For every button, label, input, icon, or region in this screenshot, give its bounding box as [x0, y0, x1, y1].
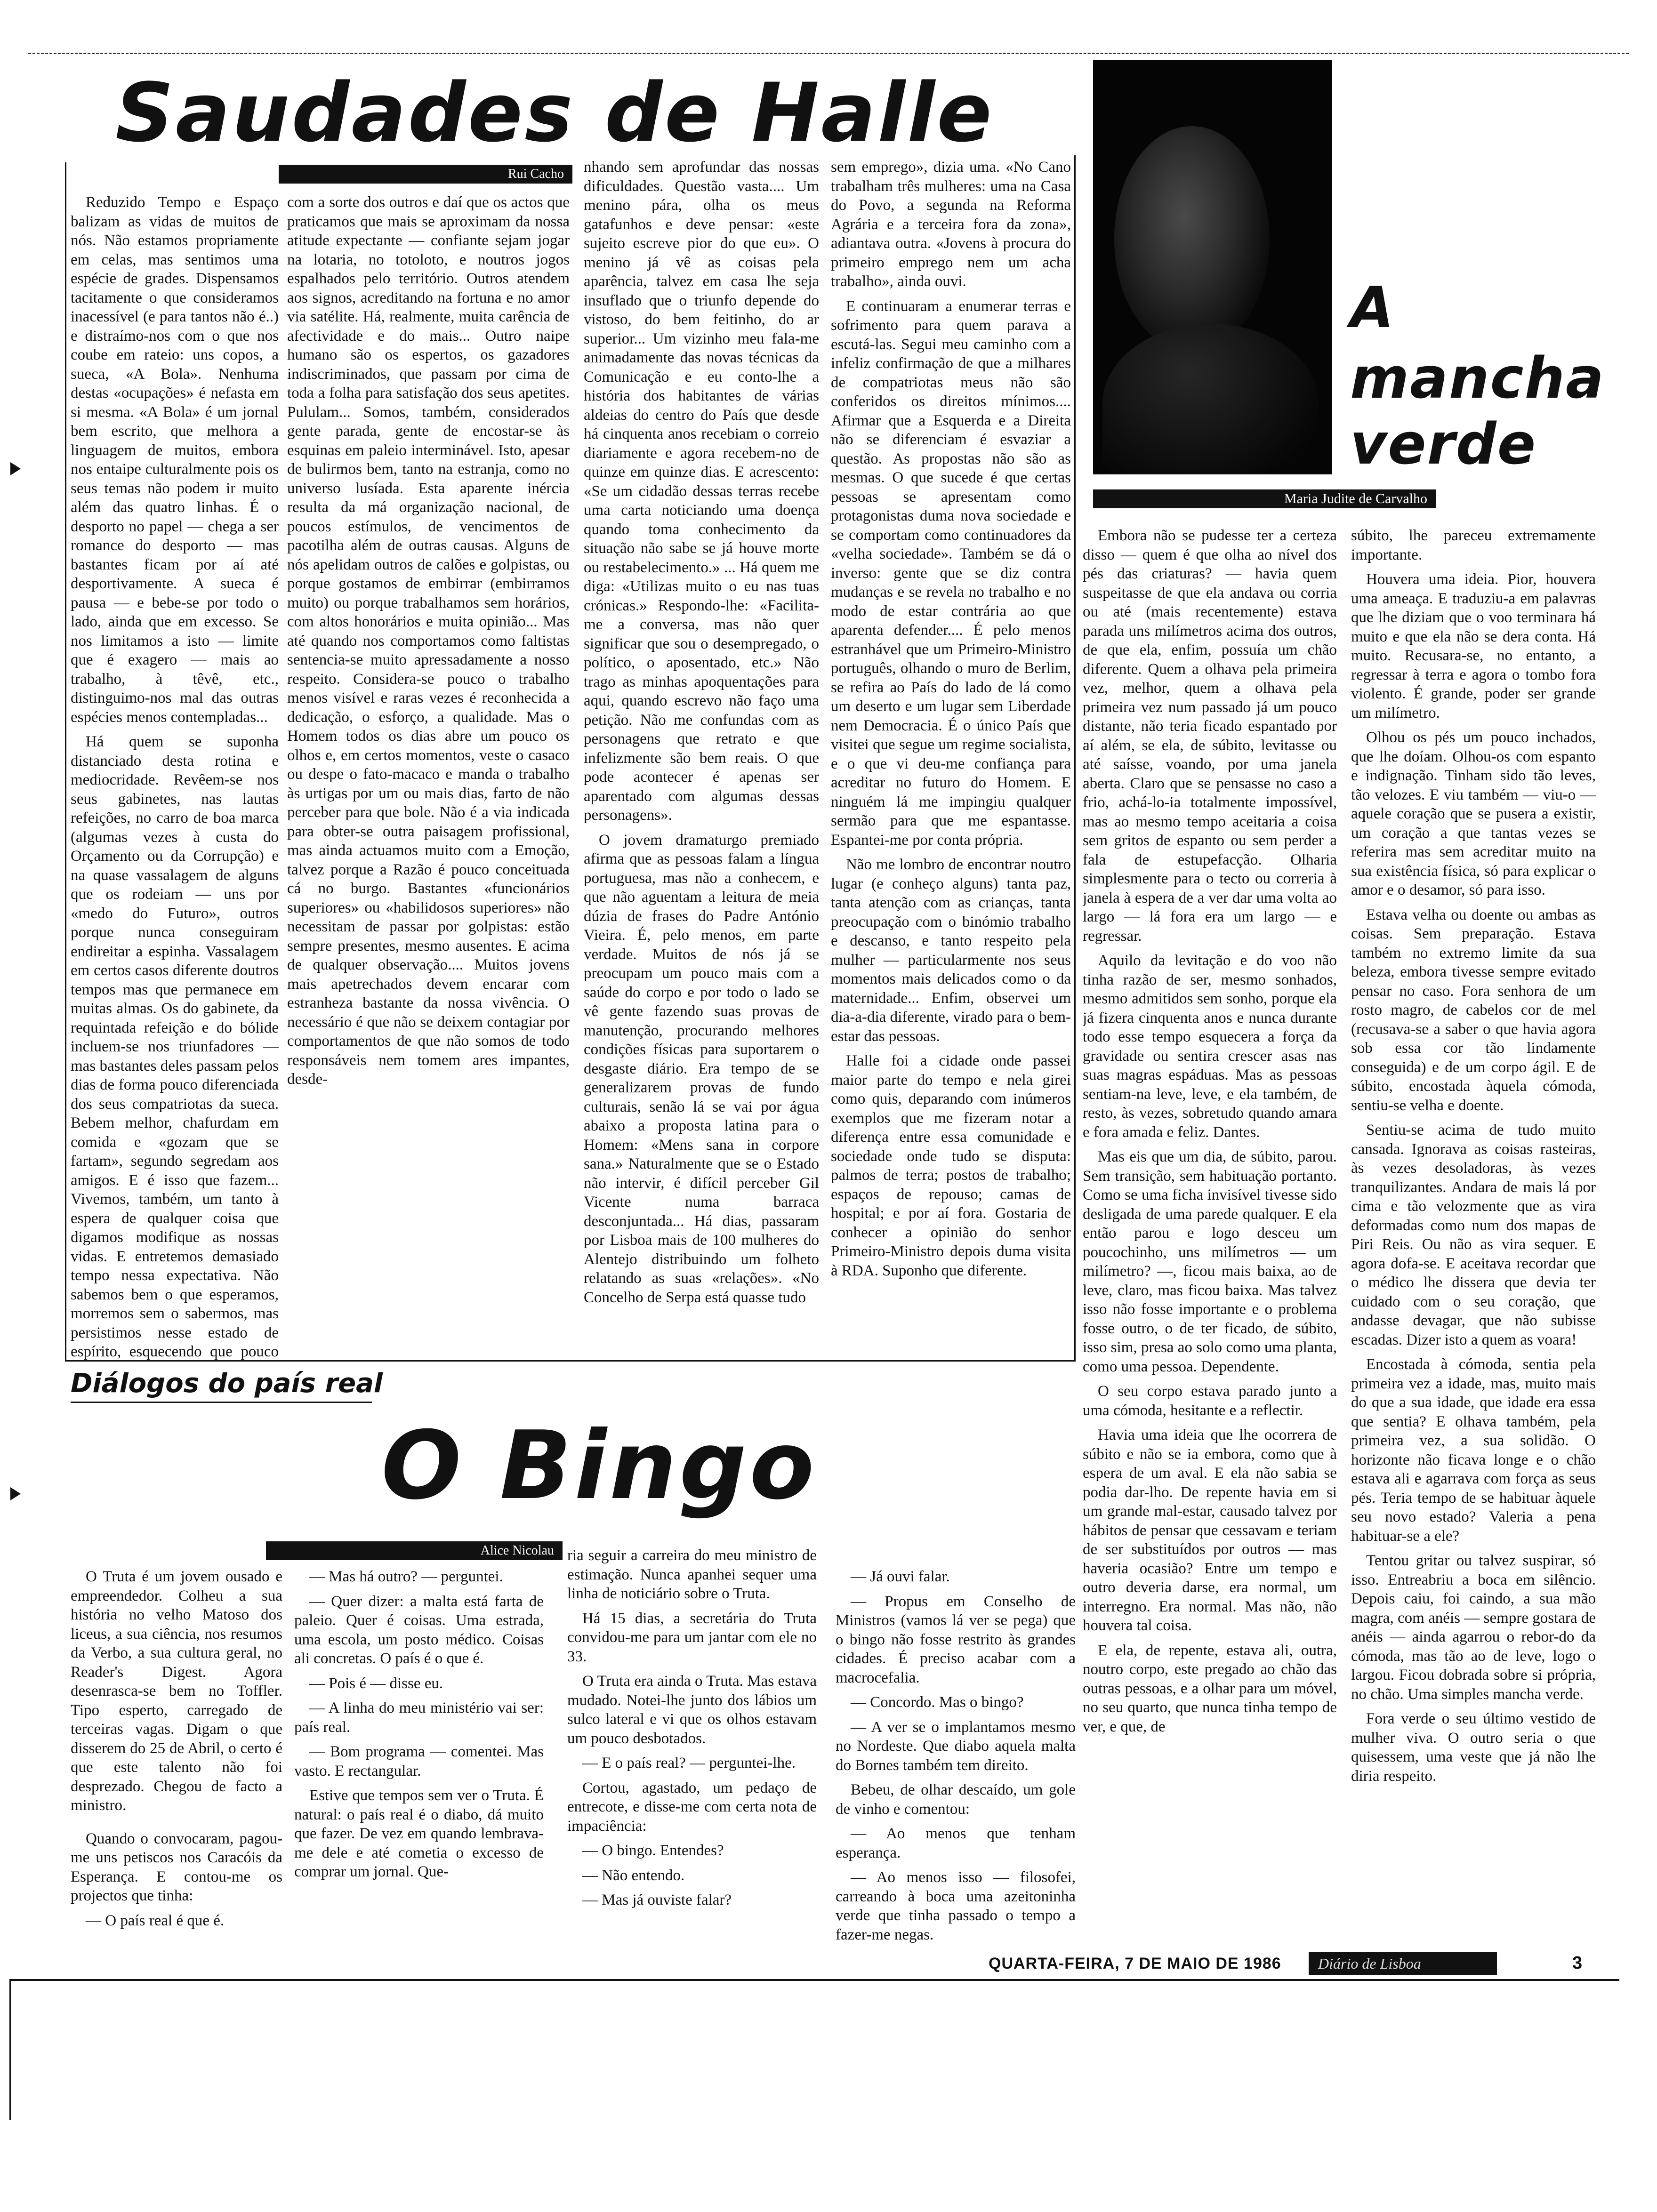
margin-tick-mark — [10, 462, 21, 475]
mancha-c2-p7: Tentou gritar ou talvez suspirar, só isso. Entreabriu a boca em silêncio. Depois caiu, foi caindo, a sua mão magra, com anéis — sempre gostara de anéis — ainda agarrou o rebor-do da cómoda, mas tão ao de leve, logo o largou. Ficou dobrada sobre si própria, no chão. Uma simples mancha verde. — [1351, 1552, 1596, 1703]
mancha-c1-p1: Embora não se pudesse ter a certeza disso — quem é que olha ao nível dos pés das criaturas? — havia quem suspeitasse de que ela andava ou corria ou até (mais recentemente) estava parada uns milímetros acima dos outros, de que ela, enfim, possuía um chão diferente. Quem a olhava pela primeira vez, melhor, quem a olhava pela primeira vez num passado já um pouco distante, não teria ficado espantado por aí além, se ela, de súbito, levitasse ou até saísse, voando, por uma janela aberta. Claro que se pensasse no caso a frio, achá-lo-ia totalmente impossível, mas ao mesmo tempo aceitaria a coisa sem gritos de espanto ou sem perder a fala de estupefacção. Olharia simplesmente para o tecto ou correria à janela à espera de a ver dar uma volta ao largo — lá fora era um largo — e regressar. — [1083, 527, 1337, 945]
bingo-c2-p1: — Mas há outro? — perguntei. — [309, 1568, 503, 1585]
bingo-c1-p1: O Truta é um jovem ousado e empreendedor. Colheu a sua história no velho Matoso dos liceus, a sua ciência, nos resumos da Verbo, a sua cultura geral, no Reader's Digest. Agora desenrasca-se bem no Toffler. Tipo esperto, carregado de terceiras vagas. Digam o que disserem do 25 de Abril, o certo é que este talento não foi desprezado. Chegou de facto a ministro. — [71, 1568, 282, 1814]
bingo-c2-p5: — Bom programa — comentei. Mas vasto. E rectangular. — [294, 1743, 544, 1779]
bingo-c4-p3: — Concordo. Mas o bingo? — [851, 1694, 1024, 1711]
bingo-c3-p7: — Não entendo. — [582, 1867, 685, 1884]
bingo-c3-p8: — Mas já ouviste falar? — [582, 1891, 732, 1908]
halle-c2-p1: com a sorte dos outros e daí que os actos que praticamos que mais se aproximam da nossa atitude expectante — confiante sejam jogar na lotaria, no totoloto, e noutros jogos espalhados pelo território. Outros atendem aos signos, acreditando na fortuna e no amor via satélite. Há, realmente, muita carência de afectividade e do mais... Outro naipe humano são os espertos, os gazadores indiscriminados, que passam por cima de toda a folha para satisfação dos seus apetites. Pululam... Somos, também, considerados gente parada, gente de encostar-se às esquinas em paleio interminável. Isto, apesar de bulirmos bem, tanto na estranja, como no universo lusíada. Esta aparente inércia resulta da má organização nacional, de poucos estímulos, de vencimentos de pacotilha além de outras causas. Alguns de nós apelidam outros de calões e golpistas, ou porque gostamos de embirrar (embirramos muito) ou porque trabalhamos sem horários, com altos honorários e muita opinião... Mas até quando nos comportamos como faltistas sentencia-se muito apressadamente a nosso respeito. Considera-se pouco o trabalho menos visível e raras vezes é reconhecida a dedicação, o esforço, a qualidade. Mas o Homem todos os dias abre um pouco os olhos e, em certos momentos, veste o casaco ou despe o fato-macaco e manda o trabalho às urtigas por um ou mais dias, farto de não perceber para que bole. Não é a via indicada para obter-se outra paisagem profissional, mas ainda actuamos muito com a Emoção, talvez porque a Razão é pouco conceituada cá no burgo. Bastantes «funcionários superiores» ou «habilidosos superiores» não necessitam de passar por golpistas: estão sempre presentes, mesmo ausentes. E acima de qualquer observação.... Muitos jovens mais apetrechados devem encarar com estranheza bastante da nossa vivência. O necessário é que não se deixem contagiar por comportamentos de que não somos de todo responsáveis nem tomem ares impantes, desde- — [287, 194, 570, 1088]
bingo-c1-p3: — O país real é que é. — [86, 1912, 225, 1929]
portrait-shoulder — [1102, 324, 1319, 474]
bingo-headline: O Bingo — [381, 1411, 817, 1521]
halle-byline: Rui Cacho — [279, 165, 572, 184]
halle-right-rule — [1074, 155, 1076, 1360]
mancha-c2-p8: Fora verde o seu último vestido de mulher viva. O outro seria o que quisessem, uma veste que já não lhe diria respeito. — [1351, 1710, 1596, 1785]
mancha-column-2 — [1351, 526, 1596, 1943]
mancha-title-line-1: A — [1350, 275, 1395, 341]
mancha-c2-p2: Houvera uma ideia. Pior, houvera uma ameaça. E traduziu-a em palavras que lhe diziam que o voo terminara há muito e que ela não se dera conta. Há muito. Recusara-se, no entanto, a regressar à terra e agora o tombo fora violento. É grande, poder ser grande um milímetro. — [1351, 571, 1596, 721]
bingo-c3-p1: ria seguir a carreira do meu ministro de estimação. Nunca apanhei sequer uma linha de noticiário sobre o Truta. — [567, 1547, 817, 1602]
halle-c4-p1: sem emprego», dizia uma. «No Cano trabalham três mulheres: uma na Casa do Povo, a segunda na Reforma Agrária e a terceira fora da zona», adiantava outra. «Jovens à procura do primeiro emprego nem um acha trabalho», ainda ouvi. — [831, 159, 1071, 290]
footer-page-number: 3 — [1572, 1953, 1583, 1973]
bingo-c2-p3: — Pois é — disse eu. — [309, 1675, 443, 1692]
bingo-c3-p2: Há 15 dias, a secretária do Truta convidou-me para um jantar com ele no 33. — [567, 1610, 817, 1665]
left-margin-rule — [9, 1979, 11, 2120]
bingo-c1-p2: Quando o convocaram, pagou-me uns petiscos nos Caracóis da Esperança. E contou-me os projectos que tinha: — [71, 1830, 282, 1904]
bingo-c4-p2: — Propus em Conselho de Ministros (vamos lá ver se pega) que o bingo não fosse restrito às grandes cidades. É preciso acabar com a macrocefalia. — [836, 1593, 1076, 1686]
halle-bottom-rule — [65, 1360, 1076, 1362]
mancha-c2-p6: Encostada à cómoda, sentia pela primeira vez a idade, mas, muito mais do que a sua idade, que idade era essa que sentia? E olhava também, pela primeira vez, a sua solidão. O horizonte não ficava longe e o chão estava ali e agarrava com força as seus pés. Teria tempo de se habituar àquele seu novo estado? Valeria a pena habituar-se a ele? — [1351, 1356, 1596, 1545]
footer-rule — [9, 1979, 1619, 1981]
portrait-face — [1114, 126, 1270, 352]
halle-c4-p4: Halle foi a cidade onde passei maior parte do tempo e nela girei como quis, deparando com inúmeros exemplos que me fizeram notar a diferença entre essa comunidade e sociedade onde tudo se disputa: palmos de terra; postos de trabalho; espaços de repouso; camas de hospital; e por aí fora. Gostaria de conhecer a opinião do senhor Primeiro-Ministro depois duma visita à RDA. Suponho que diferente. — [831, 1052, 1071, 1279]
bingo-c2-p2: — Quer dizer: a malta está farta de paleio. Quer é coisas. Uma estrada, uma escola, um posto médico. Coisas ali concretas. O país é o que é. — [294, 1593, 544, 1667]
mancha-c1-p2: Aquilo da levitação e do voo não tinha razão de ser, mesmo sonhados, mesmo admitidos sem sonho, porque ela já fizera cinquenta anos e nunca durante todo esse tempo esquecera a força da gravidade ou sentira crescer asas nas suas magras espáduas. Mas as pessoas sentiam-na leve, leve, e ela também, de resto, às vezes, sobretudo quando amara e fora amada e feliz. Dantes. — [1083, 952, 1337, 1141]
footer-publication-name: Diário de Lisboa — [1309, 1952, 1497, 1975]
halle-c4-p3: Não me lombro de encontrar noutro lugar (e conheço alguns) tanta paz, tanta atenção com as crianças, tanta preocupação com o binómio trabalho e descanso, e tanto respeito pela mulher — particularmente nos seus momentos mais delicados como o da maternidade... Enfim, observei um dia-a-dia diferente, virado para o bem-estar das pessoas. — [831, 856, 1071, 1045]
halle-headline: Saudades de Halle — [115, 65, 994, 160]
bingo-column-2 — [294, 1567, 544, 1944]
halle-column-1 — [71, 193, 279, 1360]
mancha-c1-p6: E ela, de repente, estava ali, outra, noutro corpo, este pregado ao chão das outras pessoas, e a olhar para um móvel, no seu quarto, que nunca tinha tempo de ver, e que, de — [1083, 1642, 1337, 1735]
halle-c4-p2: E continuaram a enumerar terras e sofrimento para quem parava a escutá-las. Segui meu caminho com a infeliz confirmação de que a milhares de compatriotas meus não são conferidos os direitos mínimos.... Afirmar que a Esquerda e a Direita não se diferenciam é esvaziar a questão. As propostas não são as mesmas. O que sucede é que certas pessoas se apresentam como protagonistas duma nova sociedade e se comportam como continuadores da «velha sociedade». Também se dá o inverso: gente que se diz contra mudanças e se revela no trabalho e no modo de estar contrária ao que aparenta defender.... É pelo menos estranhável que um Primeiro-Ministro português, olhando o muro de Berlim, se refira ao País do lado de lá como um deserto e um lugar sem Liberdade nem Democracia. É o único País que visitei que segue um regime socialista, e o que vi deu-me confiança para acreditar no futuro do Homem. E ninguém lá me impingiu qualquer sermão para que me espantasse. Espantei-me por conta própria. — [831, 297, 1071, 849]
bingo-column-1 — [71, 1567, 282, 1944]
bingo-c4-p6: — Ao menos que tenham esperança. — [836, 1825, 1076, 1861]
mancha-column-1 — [1083, 526, 1337, 1943]
bingo-column-3 — [567, 1546, 817, 1941]
bingo-section-label: Diálogos do país real — [71, 1368, 383, 1399]
halle-c1-p2: Há quem se suponha distanciado desta rotina e mediocridade. Revêem-se nos seus gabinetes, nas lautas refeições, no carro de boa marca (algumas vezes à custa do Orçamento ou da Corrupção) e na quase vassalagem de alguns que os rodeiam — uns por «medo do Futuro», outros porque nunca conseguiram endireitar a espinha. Vassalagem em certos casos diferente doutros tempos mas que permanece em muitas almas. Os do gabinete, da requintada refeição e do bólide incluem-se nos triunfadores — mas bastantes deles passam pelos dias de forma pouco diferenciada dos seus compatriotas da sueca. Bebem melhor, chafurdam em comida e «gozam que se fartam», segundo segredam aos amigos. E é isso que fazem... Vivemos, também, um tanto à espera de qualquer coisa que digamos modifique as nossas vidas. E entretemos demasiado tempo nessa expectativa. Não sabemos bem o que esperamos, morremos sem o sabermos, mas persistimos nesse estado de espírito, esquecendo que pouco — [71, 733, 279, 1360]
halle-left-rule — [65, 162, 66, 1360]
mancha-c1-p5: Havia uma ideia que lhe ocorrera de súbito e não se ia embora, como que à espera de um aval. E ela não sabia se podia dar-lho. De repente havia em si um grande mal-estar, causado talvez por hábitos de pensar que cessavam e teriam de ser substituídos por outros — mas haveria ocasião? Entre um tempo e outro deveria darse, era normal, um interregno. Era normal. Mas não, não houvera tal coisa. — [1083, 1427, 1337, 1634]
halle-c3-p2: O jovem dramaturgo premiado afirma que as pessoas falam a língua portuguesa, mas não a conhecem, e que não aguentam a leitura de meia dúzia de frases do Padre António Vieira. É, pelo menos, em parte verdade. Muitos de nós já se preocupam um pouco mais com a saúde do corpo e por todo o lado se vê gente fazendo suas provas de manutenção, procurando melhores condições físicas para suportarem o desgaste diário. Era tempo de se generalizarem provas de fundo culturais, senão lá se vai por água abaixo a proposta latina para o Homem: «Mens sana in corpore sana.» Naturalmente que se o Estado não intervir, é difícil perceber Gil Vicente numa barraca desconjuntada... Há dias, passaram por Lisboa mais de 100 mulheres do Alentejo distribuindo um folheto relatando as suas «relações». «No Concelho de Serpa está quasse tudo — [584, 831, 819, 1306]
bingo-c3-p3: O Truta era ainda o Truta. Mas estava mudado. Notei-lhe junto dos lábios um sulco lateral e vi que os olhos estavam um pouco desbotados. — [567, 1673, 817, 1747]
bingo-column-4 — [836, 1567, 1076, 1944]
halle-column-3 — [584, 158, 819, 1362]
bingo-c4-p4: — A ver se o implantamos mesmo no Nordeste. Que diabo aquela malta do Bornes também tem direito. — [836, 1718, 1076, 1774]
bingo-c3-p6: — O bingo. Entendes? — [582, 1842, 724, 1859]
halle-c1-p1: Reduzido Tempo e Espaço balizam as vidas de muitos de nós. Não estamos propriamente em celas, mas sentimos uma espécie de grades. Dispensamos tacitamente o que consideramos inacessível (e para tantos não é..) e distraímo-nos com o que nos coube em rateio: uns copos, a sueca, «A Bola». Nenhuma destas «ocupações» é nefasta em si mesma. «A Bola» é um jornal bem escrito, que melhora a linguagem de muitos, embora nos entaipe culturalmente pois os seus temas não podem ir muito além das quatro linhas. É o desporto no papel — chega a ser romance do desporto — mas bastantes ficam por aí até desportivamente. A sueca é pausa — e bebe-se por todo o lado, ainda que em excesso. Se nos limitamos a isto — limite que é exagero — mais ao trabalho, à têvê, etc., distinguimo-nos mal das outras espécies menos contempladas... — [71, 194, 279, 726]
mancha-c2-p4: Estava velha ou doente ou ambas as coisas. Sem preparação. Estava também no extremo limite da sua beleza, embora tivesse sempre evitado pensar no caso. Fora senhora de um rosto magro, de cabelos cor de mel (recusava-se a saber o que havia agora sob essa cor tão lindamente conseguida) e de um corpo ágil. E de súbito, encostada àquela cómoda, sentiu-se velha e doente. — [1351, 906, 1596, 1114]
bingo-c2-p6: Estive que tempos sem ver o Truta. É natural: o país real é o diabo, dá muito que fazer. De vez em quando lembrava-me dele e até cometia o excesso de comprar um jornal. Que- — [294, 1787, 544, 1880]
bingo-c3-p4: — E o país real? — perguntei-lhe. — [582, 1755, 796, 1771]
bingo-c2-p4: — A linha do meu ministério vai ser: país real. — [294, 1699, 544, 1736]
mancha-c1-p4: O seu corpo estava parado junto a uma cómoda, hesitante e a reflectir. — [1083, 1383, 1337, 1419]
bingo-c4-p5: Bebeu, de olhar descaído, um gole de vinho e comentou: — [836, 1781, 1076, 1818]
mancha-c2-p3: Olhou os pés um pouco inchados, que lhe doíam. Olhou-os com espanto e indignação. Tinham sido tão leves, tão velozes. E viu também — viu-o — aquele coração que se pusera a existir, um coração a que tantas vezes se referira mas sem acreditar muito na sua existência física, só para explicar o amor e o desamor, só para isso. — [1351, 729, 1596, 898]
mancha-c2-p1: súbito, lhe pareceu extremamente importante. — [1351, 527, 1596, 563]
halle-column-4 — [831, 158, 1071, 1362]
top-dashed-border — [28, 53, 1629, 54]
mancha-title-line-3: verde — [1350, 412, 1537, 477]
footer-date: QUARTA-FEIRA, 7 DE MAIO DE 1986 — [989, 1955, 1281, 1972]
mancha-title-line-2: mancha — [1350, 346, 1605, 411]
mancha-byline: Maria Judite de Carvalho — [1093, 489, 1436, 508]
bingo-c4-p7: — Ao menos isso — filosofei, carreando à boca uma azeitoninha verde que tinha passado o tempo a fazer-me negas. — [836, 1869, 1076, 1943]
bingo-section-underline — [71, 1402, 372, 1403]
bingo-c3-p5: Cortou, agastado, um pedaço de entrecote, e disse-me com certa nota de impaciência: — [567, 1779, 817, 1835]
halle-column-2 — [287, 193, 570, 1360]
mancha-c2-p5: Sentiu-se acima de tudo muito cansada. Ignorava as coisas rasteiras, às vezes desoladoras, às vezes tranquilizantes. Andara de mais lá por cima e tão velozmente que as vira deformadas como num dos mapas de Piri Reis. Ou não as vira sequer. E agora dofa-se. E aceitava recordar que o médico lhe dissera que devia ter cuidado com o seu coração, que andasse devagar, que não subisse escadas. Dizer isto a quem as voara! — [1351, 1122, 1596, 1348]
margin-tick-mark — [10, 1487, 21, 1500]
bingo-byline: Alice Nicolau — [266, 1541, 563, 1560]
mancha-c1-p3: Mas eis que um dia, de súbito, parou. Sem transição, sem habituação portanto. Como se uma ficha invisível tivesse sido desligada de uma parede qualquer. E ela então parou e logo desceu um poucochinho, uns milímetros — um milímetro? —, ficou mais baixa, ao de leve, claro, mas ficou baixa. Mas talvez isso não fosse importante e o problema fosse outro, o de ter ficado, de súbito, isso sim, presa ao solo como uma planta, como uma pessoa. Dependente. — [1083, 1148, 1337, 1375]
bingo-c4-p1: — Já ouvi falar. — [851, 1568, 950, 1585]
author-portrait-photo — [1093, 60, 1332, 474]
halle-c3-p1: nhando sem aprofundar das nossas dificuldades. Questão vasta.... Um menino pára, olha os meus gatafunhos e deve pensar: «este sujeito escreve pior do que eu». O menino já vê as coisas pela aparência, talvez em casa lhe seja insuflado que o triunfo depende do vistoso, do bem feitinho, do ar superior... Um vizinho meu fala-me animadamente das novas técnicas da Comunicação e eu conto-lhe a história dos habitantes de várias aldeias do centro do País que desde há cinquenta anos recebiam o correio diariamente e agora recebem-no de quinze em quinze dias. E acrescento: «Se um cidadão dessas terras recebe uma carta noticiando uma doença quando toma conhecimento da situação não sabe se já houve morte ou restabelecimento.» ... Há quem me diga: «Utilizas muito o eu nas tuas crónicas.» Respondo-lhe: «Facilita-me a conversa, mas não quer significar que sou o desempregado, o político, o aposentado, etc.» Não trago as minhas apoquentações para aqui, quando escrevo não faço uma petição. Não me confundas com as personagens que retrato e que infelizmente são bem reais. O que pode acontecer é apenas ser aparentado com algumas dessas personagens». — [584, 159, 819, 824]
